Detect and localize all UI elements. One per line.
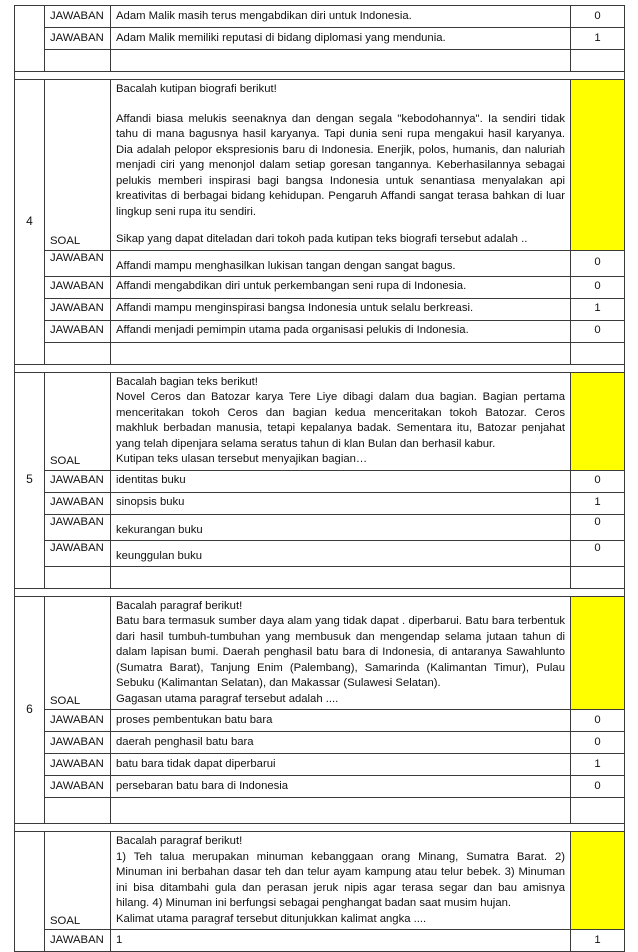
answer-score: 0	[571, 732, 625, 754]
table-row	[15, 298, 625, 320]
question-passage: 1) Teh talua merupakan minuman kebanggaan orang Minang, Sumatra Barat. 2) Minuman ini berbahan dasar teh dan telur ayam kampung atau telur bebek. 3) Minuman ini bisa ditambahi gula dan perasan jeruk nipis agar terasa segar dan bau amisnya hilang. 4) Minuman ini berfungsi sebagai penghangat badan saat musim hujan.	[116, 850, 565, 909]
question-prompt: Kutipan teks ulasan tersebut menyajikan bagian…	[116, 453, 368, 465]
table-row	[15, 710, 625, 732]
table-row	[15, 6, 625, 28]
question-prompt: Gagasan utama paragraf tersebut adalah ....	[116, 692, 339, 705]
answer-text: keunggulan buku	[111, 540, 571, 566]
spacer-row	[15, 50, 625, 72]
jawaban-label: JAWABAN	[45, 732, 111, 754]
answer-text: daerah penghasil batu bara	[111, 732, 571, 754]
answer-key-highlight	[571, 80, 625, 251]
question-number-4: 4	[15, 80, 45, 365]
question-row-5	[15, 372, 625, 470]
jawaban-label: JAWABAN	[45, 776, 111, 798]
table-row	[15, 492, 625, 514]
gap-row	[15, 588, 625, 596]
question-intro: Bacalah kutipan biografi berikut!	[116, 83, 277, 95]
answer-text: Adam Malik masih terus mengabdikan diri untuk Indonesia.	[111, 6, 571, 28]
question-text-4	[111, 80, 571, 251]
question-intro: Bacalah paragraf berikut!	[116, 599, 243, 612]
answer-key-highlight	[571, 596, 625, 710]
answer-text: Affandi mampu menginspirasi bangsa Indonesia untuk selalu berkreasi.	[111, 298, 571, 320]
answer-score: 1	[571, 492, 625, 514]
answer-text: batu bara tidak dapat diperbarui	[111, 754, 571, 776]
answer-key-highlight	[571, 372, 625, 470]
number-cell-prev	[15, 6, 45, 72]
table-row	[15, 320, 625, 342]
answer-score: 0	[571, 540, 625, 566]
table-row	[15, 28, 625, 50]
table-row	[15, 776, 625, 798]
question-table	[14, 5, 625, 952]
table-row	[15, 514, 625, 540]
question-text-6	[111, 596, 571, 710]
table-row	[15, 930, 625, 952]
gap-row	[15, 72, 625, 80]
answer-score: 1	[571, 930, 625, 952]
question-intro: Bacalah bagian teks berikut!	[116, 375, 258, 388]
answer-text: Adam Malik memiliki reputasi di bidang diplomasi yang mendunia.	[111, 28, 571, 50]
table-row	[15, 754, 625, 776]
answer-key-highlight	[571, 832, 625, 930]
question-row-4	[15, 80, 625, 251]
answer-score: 0	[571, 276, 625, 298]
jawaban-label: JAWABAN	[45, 276, 111, 298]
question-number-5: 5	[15, 372, 45, 588]
answer-score: 0	[571, 250, 625, 276]
answer-text: sinopsis buku	[111, 492, 571, 514]
table-row	[15, 732, 625, 754]
table-row	[15, 250, 625, 276]
jawaban-label: JAWABAN	[45, 250, 111, 276]
question-row-7	[15, 832, 625, 930]
gap-row	[15, 824, 625, 832]
soal-label: SOAL	[45, 596, 111, 710]
question-passage: Affandi biasa melukis seenaknya dan dengan segala "kebodohannya". Ia sendiri tidak tahu di mana bagusnya hasil karyanya. Tapi dunia seni rupa mengakui hasil karyanya. Dia adalah pelopor ekspresionis baru di Indonesia. Enerjik, polos, humanis, dan naluriah menjadi ciri yang menonjol dalam setiap goresan tangannya. Keberhasilannya sebagai pelukis memberi inspirasi bagi bangsa Indonesia untuk senantiasa menyalakan api kreativitas di berbagai bidang kehidupan. Pengaruh Affandi sangat terasa bahkan di luar lingkup seni rupa itu sendiri.	[116, 112, 565, 218]
question-text-7	[111, 832, 571, 930]
jawaban-label: JAWABAN	[45, 320, 111, 342]
question-passage: Batu bara termasuk sumber daya alam yang tidak dapat . diperbarui. Batu bara terbentuk dari hasil tumbuh-tumbuhan yang membusuk dan mengendap selama jutaan tahun di dalam lapisan bumi. Daerah penghasil batu bara di Indonesia, di antaranya Sawahlunto (Sumatra Barat), Tanjung Enim (Palembang), Samarinda (Kalimantan Timur), Pulau Sebuku (Kalimantan Selatan), dan Makassar (Sulawesi Selatan).	[116, 615, 565, 689]
jawaban-label: JAWABAN	[45, 6, 111, 28]
table-row	[15, 470, 625, 492]
answer-key-sheet	[14, 5, 624, 952]
gap-row	[15, 364, 625, 372]
answer-text: persebaran batu bara di Indonesia	[111, 776, 571, 798]
soal-label: SOAL	[45, 372, 111, 470]
jawaban-label: JAWABAN	[45, 930, 111, 952]
table-row	[15, 276, 625, 298]
question-prompt: Kalimat utama paragraf tersebut ditunjukkan kalimat angka ....	[116, 912, 427, 925]
spacer-row	[15, 566, 625, 588]
answer-text: identitas buku	[111, 470, 571, 492]
answer-score: 0	[571, 776, 625, 798]
answer-score: 0	[571, 320, 625, 342]
answer-text: Affandi mengabdikan diri untuk perkembangan seni rupa di Indonesia.	[111, 276, 571, 298]
question-number-7	[15, 832, 45, 952]
spacer-row	[15, 798, 625, 824]
question-row-6	[15, 596, 625, 710]
answer-text: 1	[111, 930, 571, 952]
answer-score: 1	[571, 28, 625, 50]
jawaban-label: JAWABAN	[45, 470, 111, 492]
question-number-6: 6	[15, 596, 45, 824]
answer-text: proses pembentukan batu bara	[111, 710, 571, 732]
jawaban-label: JAWABAN	[45, 540, 111, 566]
soal-label: SOAL	[45, 80, 111, 251]
question-intro: Bacalah paragraf berikut!	[116, 835, 243, 847]
answer-score: 0	[571, 710, 625, 732]
spacer-row	[15, 342, 625, 364]
question-text-5	[111, 372, 571, 470]
jawaban-label: JAWABAN	[45, 28, 111, 50]
answer-text: kekurangan buku	[111, 514, 571, 540]
question-passage: Novel Ceros dan Batozar karya Tere Liye dibagi dalam dua bagian. Bagian pertama menceritakan tokoh Ceros dan bagian kedua menceritakan tokoh Batozar. Ceros makhluk berbadan manusia, tetapi kepalanya badak. Sementara itu, Batozar penjahat yang telah dipenjara selama seratus tahun di klan Bulan dan berhasil kabur.	[116, 391, 565, 450]
answer-score: 1	[571, 298, 625, 320]
answer-score: 1	[571, 754, 625, 776]
jawaban-label: JAWABAN	[45, 710, 111, 732]
table-row	[15, 540, 625, 566]
soal-label: SOAL	[45, 832, 111, 930]
answer-score: 0	[571, 6, 625, 28]
jawaban-label: JAWABAN	[45, 298, 111, 320]
answer-text: Affandi mampu menghasilkan lukisan tangan dengan sangat bagus.	[111, 250, 571, 276]
question-prompt: Sikap yang dapat diteladan dari tokoh pada kutipan teks biografi tersebut adalah ..	[116, 233, 528, 245]
jawaban-label: JAWABAN	[45, 492, 111, 514]
answer-score: 0	[571, 470, 625, 492]
answer-score: 0	[571, 514, 625, 540]
jawaban-label: JAWABAN	[45, 514, 111, 540]
answer-text: Affandi menjadi pemimpin utama pada organisasi pelukis di Indonesia.	[111, 320, 571, 342]
jawaban-label: JAWABAN	[45, 754, 111, 776]
